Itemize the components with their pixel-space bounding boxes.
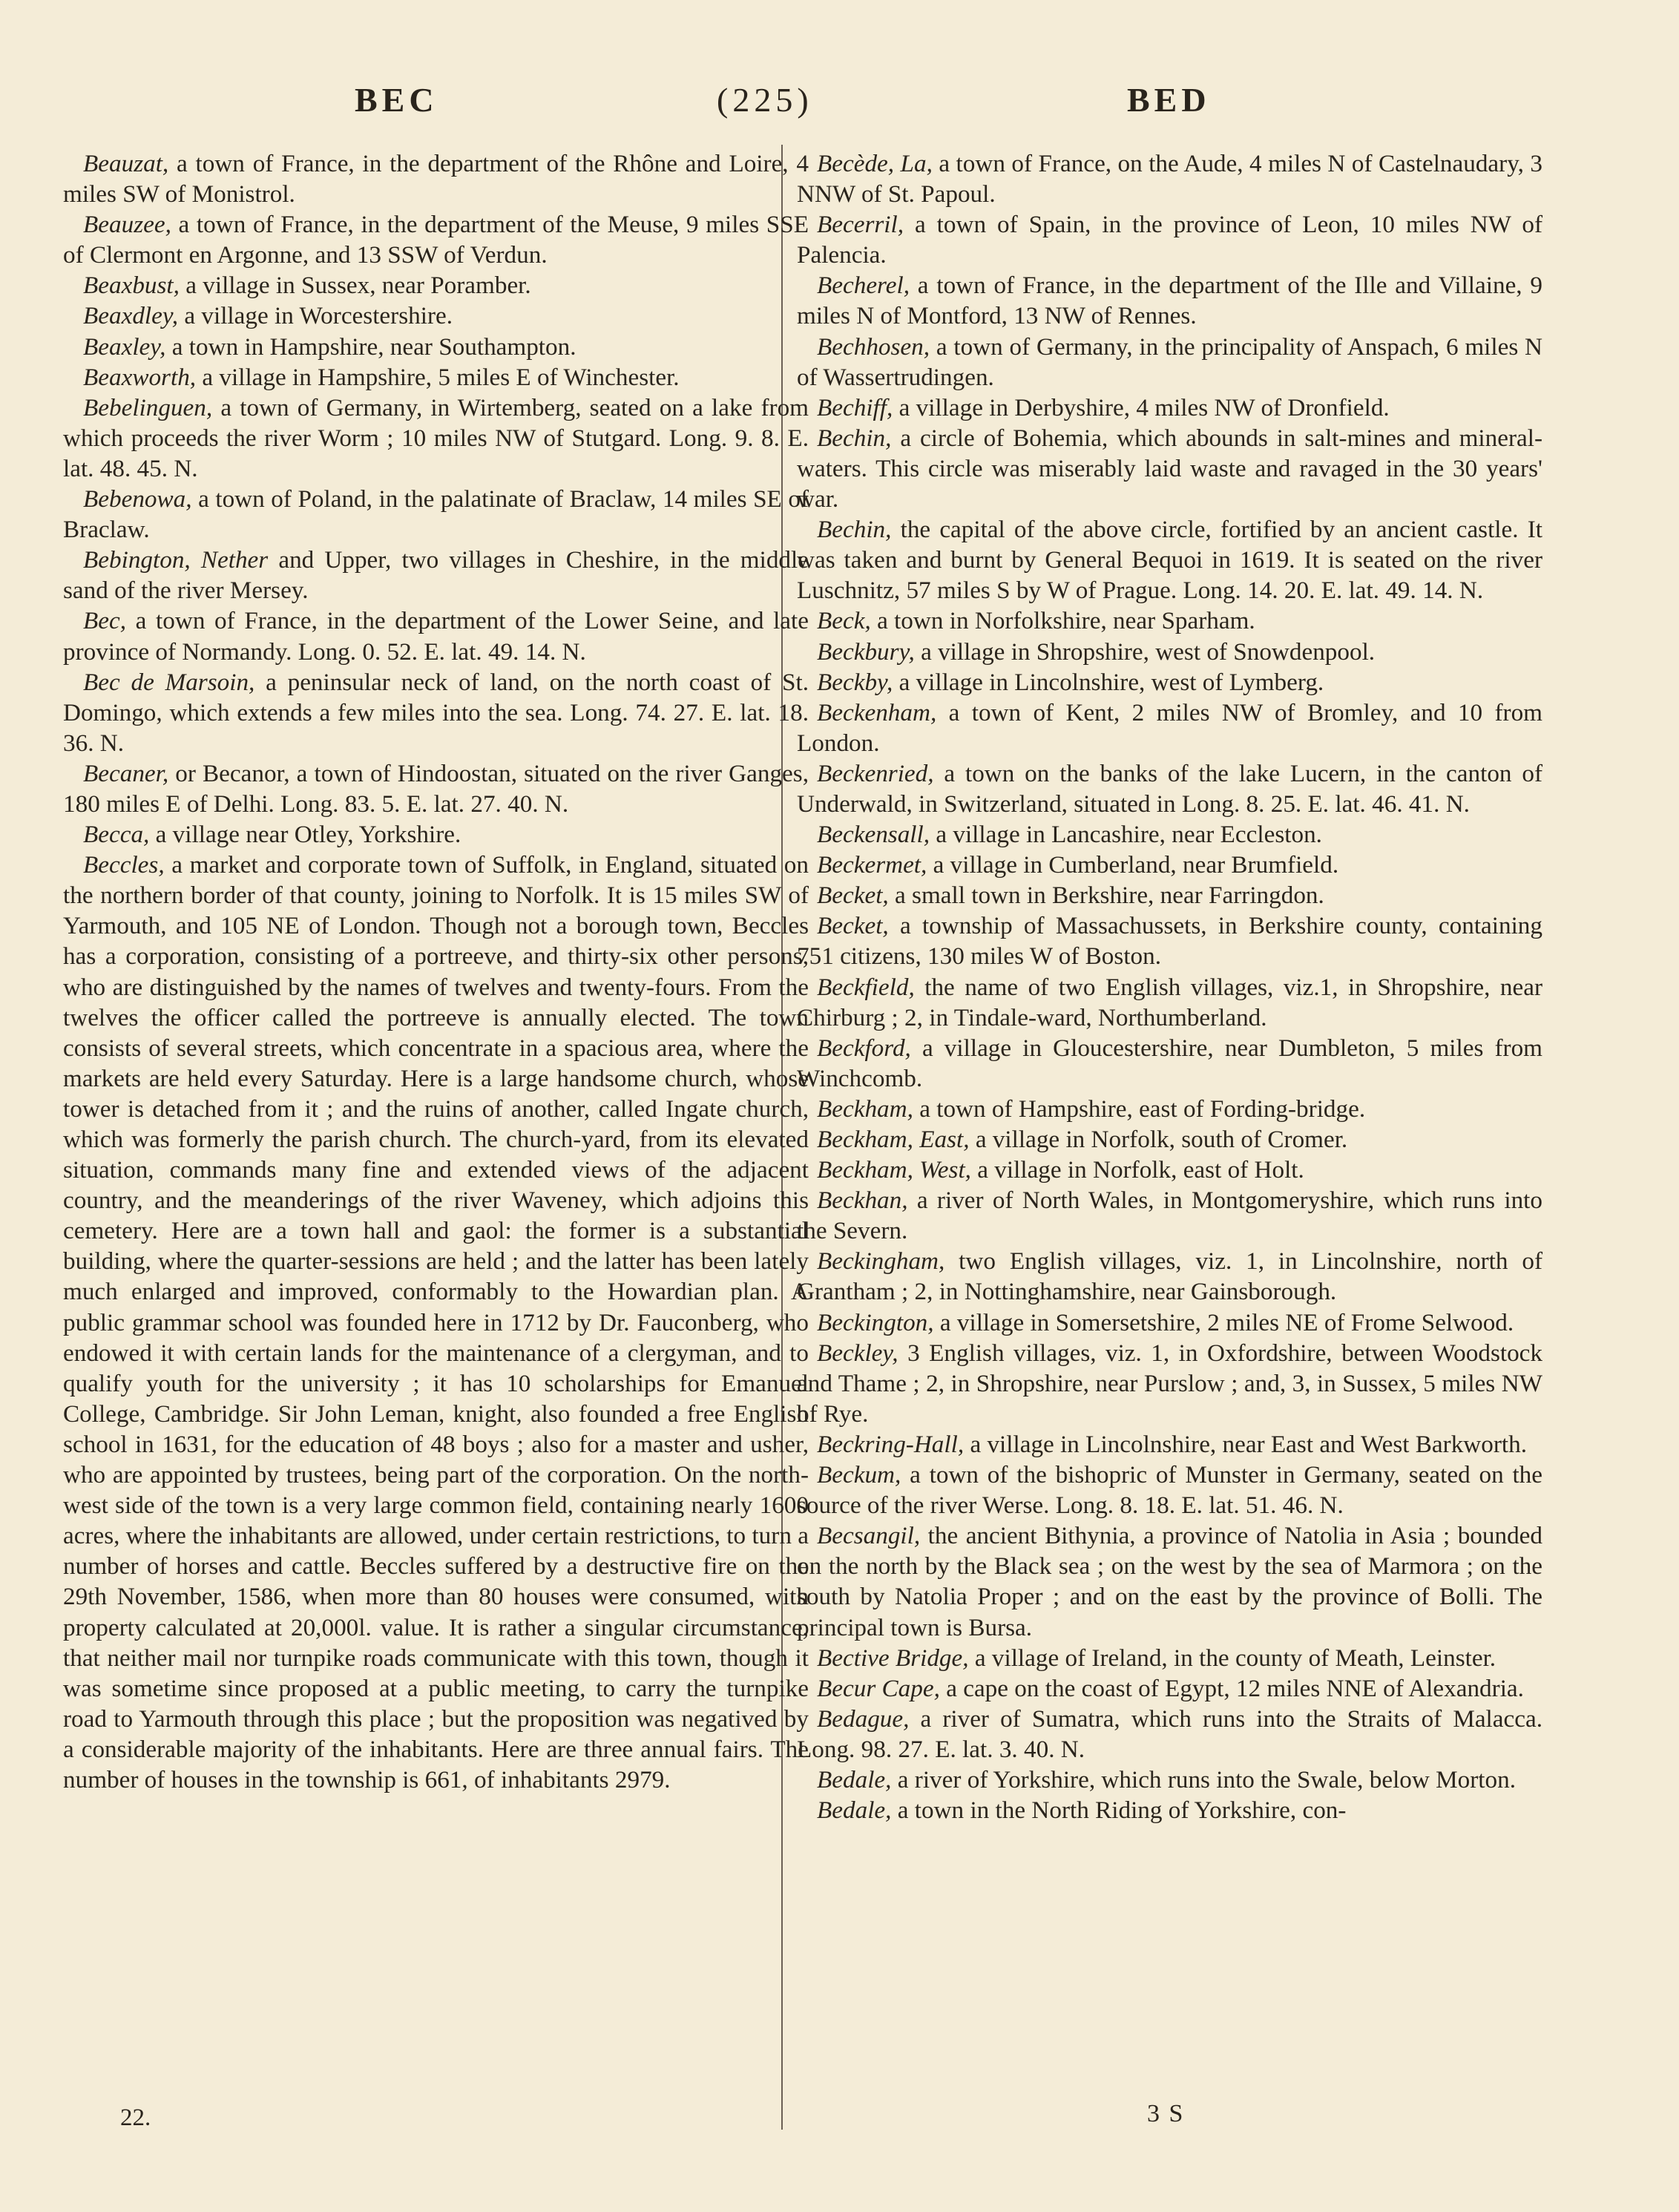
entry-text: a town of France, in the department of the Meuse, 9 miles SSE of Clermont en Argonne, and 13 SSW of Verdun.: [63, 211, 809, 269]
gazetteer-entry: [797, 1338, 1542, 1429]
gazetteer-entry: [63, 667, 809, 758]
gazetteer-entry: [63, 148, 809, 209]
footer-left-number: 22.: [120, 2104, 151, 2131]
entry-headword: Beauzee,: [83, 211, 171, 239]
gazetteer-entry: [797, 1246, 1542, 1307]
gazetteer-entry: [797, 270, 1542, 331]
gazetteer-entry: [797, 819, 1542, 850]
signature-mark: 3 S: [1147, 2100, 1185, 2127]
entry-text: a market and corporate town of Suffolk, in England, situated on the northern border of that county, joining to Norfolk. It is 15 miles SW of Yarmouth, and 105 NE of London. Though not a borough town, Beccles has a corporation, consisting of a portreeve, and thirty-six other persons, who are distinguished by the names of twelves and twenty-fours. From the twelves the officer called the portreeve is annually elected. The town consists of several streets, which concentrate in a spacious area, where the markets are held every Saturday. Here is a large handsome church, whose tower is detached from it ; and the ruins of another, called Ingate church, which was formerly the parish church. The church-yard, from its elevated situation, commands many fine and extended views of the adjacent country, and the meanderings of the river Waveney, which adjoins this cemetery. Here are a town hall and gaol: the former is a substantial building, where the quarter-sessions are held ; and the latter has been lately much enlarged and improved, conformably to the Howardian plan. A public grammar school was founded here in 1712 by Dr. Fauconberg, who endowed it with certain lands for the maintenance of a clergyman, and to qualify youth for the university ; it has 10 scholarships for Emanuel College, Cambridge. Sir John Leman, knight, also founded a free English school in 1631, for the education of 48 boys ; also for a master and usher, who are appointed by trustees, being part of the corporation. On the north-west side of the town is a very large common field, containing nearly 1600 acres, where the inhabitants are allowed, under certain restrictions, to turn a number of horses and cattle. Beccles suffered by a destructive fire on the 29th November, 1586, when more than 80 houses were consumed, with property calculated at 20,000l. value. It is rather a singular circumstance, that neither mail nor turnpike roads communicate with this town, though it was sometime since proposed at a public meeting, to carry the turnpike road to Yarmouth through this place ; but the proposition was negatived by a considerable majority of the inhabitants. Here are three annual fairs. The number of houses in the township is 661, of inhabitants 2979.: [63, 851, 809, 1793]
entry-text: 3 English villages, viz. 1, in Oxfordshire, between Woodstock and Thame ; 2, in Shropshire, near Purslow ; and, 3, in Sussex, 5 miles NW of Rye.: [797, 1339, 1542, 1428]
entry-headword: Beaxley,: [83, 332, 166, 361]
entry-headword: Becaner,: [83, 759, 169, 787]
entry-text: a town of Spain, in the province of Leon, 10 miles NW of Palencia.: [797, 211, 1542, 269]
entry-headword: Beccles,: [83, 851, 165, 879]
entry-headword: Bebington, Nether: [83, 546, 269, 574]
gazetteer-entry: [797, 1307, 1542, 1338]
gazetteer-entry: [797, 1704, 1542, 1765]
entry-headword: Beckbury,: [817, 637, 915, 666]
gazetteer-entry: [797, 514, 1542, 605]
entry-text: a village in Sussex, near Poramber.: [179, 272, 531, 300]
entry-text: a town of France, in the department of the Rhône and Loire, 4 miles SW of Monistrol.: [63, 150, 809, 209]
entry-headword: Beckley,: [817, 1339, 898, 1367]
entry-text: a river of North Wales, in Montgomeryshire, which runs into the Severn.: [797, 1187, 1542, 1245]
entry-headword: Becherel,: [817, 272, 910, 300]
entry-text: a village in Lincolnshire, west of Lymberg.: [893, 668, 1324, 696]
gazetteer-entry: [63, 301, 809, 331]
gazetteer-entry: [797, 209, 1542, 270]
gazetteer-entry: [797, 605, 1542, 636]
entry-text: a village near Otley, Yorkshire.: [149, 821, 461, 849]
gazetteer-entry: [797, 910, 1542, 971]
entry-headword: Bedale,: [817, 1765, 892, 1793]
entry-text: a town on the banks of the lake Lucern, in the canton of Underwald, in Switzerland, situated in Long. 8. 25. E. lat. 46. 41. N.: [797, 759, 1542, 818]
entry-text: a circle of Bohemia, which abounds in salt-mines and mineral-waters. This circle was miserably laid waste and ravaged in the 30 years' war.: [797, 424, 1542, 513]
gazetteer-entry: [797, 1673, 1542, 1704]
gazetteer-entry: [797, 1520, 1542, 1642]
entry-headword: Beckenham,: [817, 698, 937, 726]
entry-headword: Becur Cape,: [817, 1674, 940, 1702]
entry-headword: Bec de Marsoin,: [83, 668, 255, 696]
gazetteer-entry: [797, 1124, 1542, 1155]
entry-text: a village in Derbyshire, 4 miles NW of Dronfield.: [893, 393, 1390, 421]
entry-text: the capital of the above circle, fortified by an ancient castle. It was taken and burnt by General Bequoi in 1619. It is seated on the river Luschnitz, 57 miles S by W of Prague. Long. 14. 20. E. lat. 49. 14. N.: [797, 516, 1542, 605]
entry-headword: Becket,: [817, 882, 889, 910]
entry-headword: Beckingham,: [817, 1247, 945, 1276]
gazetteer-entry: [797, 758, 1542, 819]
entry-headword: Beckring-Hall,: [817, 1430, 965, 1458]
entry-headword: Becède, La,: [817, 150, 933, 177]
gazetteer-entry: [797, 1155, 1542, 1185]
entry-text: a village in Worcestershire.: [178, 302, 453, 330]
gazetteer-entry: [797, 1185, 1542, 1246]
entry-text: the name of two English villages, viz.1, in Shropshire, near Chirburg ; 2, in Tindale-ward, Northumberland.: [797, 973, 1542, 1031]
gazetteer-entry: [797, 1795, 1542, 1825]
entry-headword: Beaxworth,: [83, 363, 197, 391]
gazetteer-entry: [797, 637, 1542, 667]
gazetteer-entry: [797, 850, 1542, 880]
gazetteer-entry: [63, 393, 809, 484]
entry-headword: Bedale,: [817, 1796, 892, 1825]
entry-headword: Becsangil,: [817, 1522, 921, 1550]
entry-headword: Beckum,: [817, 1461, 901, 1489]
gazetteer-entry: [63, 484, 809, 545]
entry-text: a village in Gloucestershire, near Dumbleton, 5 miles from Winchcomb.: [797, 1034, 1542, 1092]
gazetteer-entry: [63, 850, 809, 1795]
gazetteer-entry: [63, 819, 809, 850]
entry-headword: Beckfield,: [817, 973, 915, 1001]
right-column: [797, 148, 1542, 1825]
entry-headword: Bec,: [83, 607, 127, 635]
header-left-catchword: BEC: [355, 81, 438, 119]
gazetteer-entry: [797, 1460, 1542, 1520]
entry-text: a cape on the coast of Egypt, 12 miles NNE of Alexandria.: [939, 1674, 1524, 1702]
entry-text: two English villages, viz. 1, in Lincolnshire, north of Grantham ; 2, in Nottinghamshire, near Gainsborough.: [797, 1247, 1542, 1306]
gazetteer-entry: [63, 362, 809, 393]
entry-text: a village in Lancashire, near Eccleston.: [930, 821, 1322, 849]
entry-text: a town of Poland, in the palatinate of Braclaw, 14 miles SE of Braclaw.: [63, 485, 809, 544]
entry-headword: Bechin,: [817, 424, 892, 452]
gazetteer-entry: [63, 332, 809, 362]
entry-text: a town in Hampshire, near Southampton.: [165, 332, 576, 361]
gazetteer-entry: [797, 667, 1542, 698]
entry-headword: Bechiff,: [817, 393, 893, 421]
entry-headword: Beauzat,: [83, 150, 169, 177]
gazetteer-entry: [63, 605, 809, 666]
entry-headword: Beckermet,: [817, 851, 927, 879]
running-header: [0, 80, 1679, 132]
entry-text: a village in Hampshire, 5 miles E of Winchester.: [196, 363, 680, 391]
entry-text: a river of Yorkshire, which runs into the Swale, below Morton.: [891, 1765, 1517, 1793]
entry-headword: Beckhan,: [817, 1187, 908, 1215]
gazetteer-entry: [797, 1643, 1542, 1673]
entry-text: a town of Germany, in the principality of Anspach, 6 miles N of Wassertrudingen.: [797, 332, 1542, 391]
entry-text: a village of Ireland, in the county of Meath, Leinster.: [968, 1644, 1496, 1672]
entry-headword: Bechhosen,: [817, 332, 930, 361]
entry-text: a town of Kent, 2 miles NW of Bromley, and 10 from London.: [797, 698, 1542, 757]
gazetteer-entry: [63, 270, 809, 301]
entry-text: a small town in Berkshire, near Farringdon.: [888, 882, 1324, 910]
gazetteer-entry: [63, 758, 809, 819]
gazetteer-entry: [63, 545, 809, 605]
entry-headword: Beckham, East,: [817, 1126, 970, 1153]
header-right-catchword: BED: [1127, 81, 1211, 119]
gazetteer-entry: [797, 698, 1542, 758]
entry-text: a town of France, in the department of the Ille and Villaine, 9 miles N of Montford, 13 NW of Rennes.: [797, 272, 1542, 330]
entry-text: and Upper, two villages in Cheshire, in the middle sand of the river Mersey.: [63, 546, 809, 605]
entry-headword: Becerril,: [817, 211, 904, 239]
gazetteer-entry: [797, 1033, 1542, 1094]
entry-text: a village in Shropshire, west of Snowdenpool.: [914, 637, 1376, 666]
entry-text: a town of France, on the Aude, 4 miles N of Castelnaudary, 3 NNW of St. Papoul.: [797, 150, 1543, 209]
entry-headword: Beckington,: [817, 1308, 934, 1336]
gazetteer-entry: [63, 209, 809, 270]
gazetteer-entry: [797, 972, 1542, 1033]
left-column: [63, 148, 809, 1795]
entry-headword: Beckenried,: [817, 759, 934, 787]
gazetteer-entry: [797, 393, 1542, 423]
entry-text: a town of France, in the department of the Lower Seine, and late province of Normandy. Long. 0. 52. E. lat. 49. 14. N.: [63, 607, 809, 666]
entry-headword: Beckensall,: [817, 821, 930, 849]
entry-headword: Beckham,: [817, 1094, 913, 1123]
gazetteer-entry: [797, 332, 1542, 393]
gazetteer-entry: [797, 1094, 1542, 1124]
entry-headword: Beckford,: [817, 1034, 911, 1062]
entry-text: a village in Cumberland, near Brumfield.: [927, 851, 1339, 879]
entry-text: a town of Germany, in Wirtemberg, seated on a lake from which proceeds the river Worm ; 10 miles NW of Stutgard. Long. 9. 8. E. lat. 48. 45. N.: [63, 393, 809, 482]
entry-headword: Becket,: [817, 912, 889, 940]
gazetteer-entry: [797, 423, 1542, 514]
entry-headword: Beck,: [817, 607, 871, 635]
entry-text: a township of Massachussets, in Berkshire county, containing 751 citizens, 130 miles W of Boston.: [797, 912, 1542, 971]
entry-text: a village in Lincolnshire, near East and West Barkworth.: [964, 1430, 1528, 1458]
gazetteer-entry: [797, 148, 1542, 209]
gazetteer-entry: [797, 1429, 1542, 1460]
entry-text: the ancient Bithynia, a province of Natolia in Asia ; bounded on the north by the Black sea ; on the west by the sea of Marmora ; on the south by Natolia Proper ; and on the east by the province of Bolli. The principal town is Bursa.: [797, 1522, 1542, 1641]
entry-text: a town of Hampshire, east of Fording-bridge.: [913, 1094, 1366, 1123]
entry-headword: Bechin,: [817, 516, 892, 544]
entry-headword: Bective Bridge,: [817, 1644, 969, 1672]
entry-text: a river of Sumatra, which runs into the Straits of Malacca. Long. 98. 27. E. lat. 3. 40. N.: [797, 1704, 1542, 1763]
page-number: (225): [717, 81, 813, 119]
entry-text: a village in Norfolk, south of Cromer.: [969, 1126, 1348, 1153]
entry-headword: Beckham, West,: [817, 1156, 971, 1184]
entry-text: a village in Norfolk, east of Holt.: [970, 1156, 1304, 1184]
entry-headword: Bebelinguen,: [83, 393, 213, 421]
entry-headword: Beaxdley,: [83, 302, 179, 330]
entry-headword: Bebenowa,: [83, 485, 192, 513]
entry-text: a peninsular neck of land, on the north coast of St. Domingo, which extends a few miles into the sea. Long. 74. 27. E. lat. 18. 36. N.: [63, 668, 809, 757]
entry-headword: Becca,: [83, 821, 150, 849]
entry-text: or Becanor, a town of Hindoostan, situated on the river Ganges, 180 miles E of Delhi. Long. 83. 5. E. lat. 27. 40. N.: [63, 759, 809, 818]
entry-text: a village in Somersetshire, 2 miles NE of Frome Selwood.: [933, 1308, 1514, 1336]
entry-text: a town in the North Riding of Yorkshire, con-: [891, 1796, 1347, 1825]
entry-headword: Beaxbust,: [83, 272, 180, 300]
entry-text: a town in Norfolkshire, near Sparham.: [870, 607, 1255, 635]
entry-headword: Bedague,: [817, 1704, 910, 1733]
entry-text: a town of the bishopric of Munster in Germany, seated on the source of the river Werse. Long. 8. 18. E. lat. 51. 46. N.: [797, 1461, 1542, 1520]
entry-headword: Beckby,: [817, 668, 893, 696]
gazetteer-entry: [797, 1765, 1542, 1795]
gazetteer-entry: [797, 880, 1542, 910]
